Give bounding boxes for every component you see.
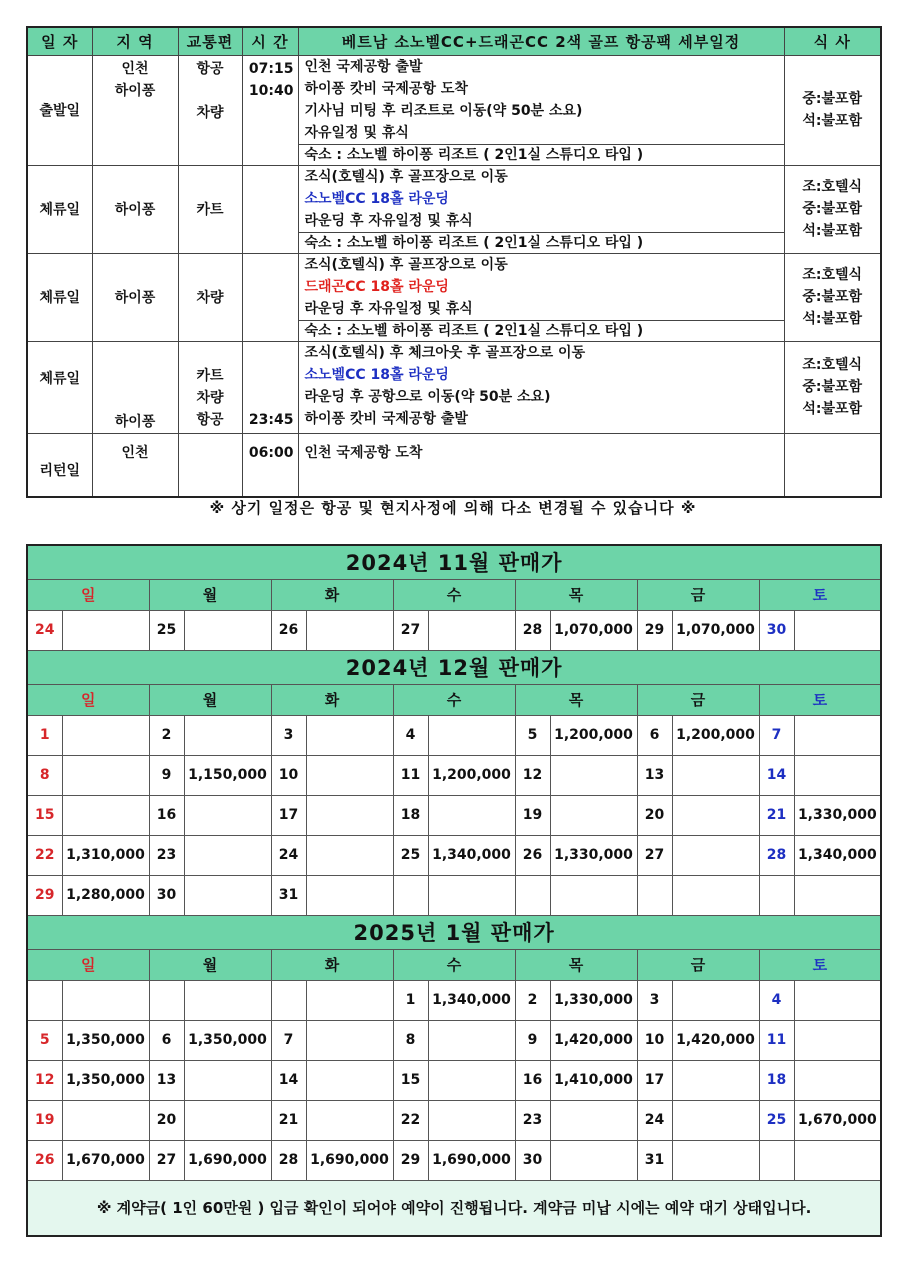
day-price: 1,200,000 — [672, 715, 759, 755]
schedule-cell — [298, 253, 784, 341]
weekday-header-row — [27, 579, 881, 610]
day-number — [637, 875, 672, 915]
day-number: 13 — [149, 1060, 184, 1100]
day-price — [672, 875, 759, 915]
header-transport: 교통편 — [178, 27, 242, 55]
region: 인천 — [92, 433, 178, 497]
day-label: 체류일 — [27, 253, 92, 341]
day-number: 3 — [271, 715, 306, 755]
time: 06:00 — [242, 433, 298, 497]
day-number: 24 — [27, 610, 62, 650]
time-cell — [242, 253, 298, 341]
schedule-line: 조식(호텔식) 후 체크아웃 후 골프장으로 이동 — [304, 344, 586, 361]
meal: 중:불포함 — [802, 201, 863, 217]
week-row — [27, 1060, 881, 1100]
day-price — [794, 610, 881, 650]
day-number: 30 — [149, 875, 184, 915]
day-number — [393, 875, 428, 915]
day-number: 8 — [27, 755, 62, 795]
day-number — [759, 875, 794, 915]
day-price — [672, 795, 759, 835]
day-number: 6 — [149, 1020, 184, 1060]
day-number: 2 — [515, 980, 550, 1020]
day-number: 3 — [637, 980, 672, 1020]
day-price — [184, 835, 271, 875]
time-cell — [242, 165, 298, 253]
day-price — [672, 980, 759, 1020]
day-price: 1,350,000 — [62, 1060, 149, 1100]
day-price — [306, 755, 393, 795]
week-row — [27, 980, 881, 1020]
day-price — [62, 980, 149, 1020]
itinerary-header-row — [27, 27, 881, 55]
weekday-header: 화 — [271, 579, 393, 610]
day-price — [428, 1100, 515, 1140]
transport-cell — [178, 55, 242, 165]
day-price: 1,340,000 — [428, 980, 515, 1020]
day-price — [794, 1060, 881, 1100]
day-label: 출발일 — [27, 55, 92, 165]
day-price: 1,670,000 — [62, 1140, 149, 1180]
month-title: 2025년 1월 판매가 — [27, 915, 881, 949]
weekday-header: 수 — [393, 579, 515, 610]
day-number: 6 — [637, 715, 672, 755]
day-price — [184, 875, 271, 915]
day-number: 11 — [759, 1020, 794, 1060]
itinerary-row-day2 — [27, 165, 881, 253]
meal: 중:불포함 — [802, 91, 863, 107]
meals-cell — [784, 433, 881, 497]
day-price — [62, 795, 149, 835]
day-number: 10 — [271, 755, 306, 795]
day-number: 29 — [27, 875, 62, 915]
meal: 중:불포함 — [802, 379, 863, 395]
day-price — [428, 875, 515, 915]
day-price — [428, 1060, 515, 1100]
time-cell — [242, 55, 298, 165]
day-number: 29 — [393, 1140, 428, 1180]
meal: 석:불포함 — [802, 311, 863, 327]
day-price — [184, 610, 271, 650]
day-number: 27 — [637, 835, 672, 875]
day-number: 29 — [637, 610, 672, 650]
day-number: 23 — [515, 1100, 550, 1140]
day-price: 1,690,000 — [306, 1140, 393, 1180]
day-price — [306, 715, 393, 755]
day-number: 1 — [393, 980, 428, 1020]
schedule-change-notice: ※ 상기 일정은 항공 및 현지사정에 의해 다소 변경될 수 있습니다 ※ — [209, 499, 697, 517]
day-number: 18 — [393, 795, 428, 835]
day-number: 15 — [27, 795, 62, 835]
region: 하이퐁 — [92, 341, 178, 433]
header-region: 지 역 — [92, 27, 178, 55]
day-number: 17 — [271, 795, 306, 835]
day-number: 13 — [637, 755, 672, 795]
month-title: 2024년 12월 판매가 — [27, 650, 881, 684]
week-row — [27, 875, 881, 915]
schedule-line: 하이퐁 캇비 국제공항 도착 — [304, 80, 468, 97]
weekday-header: 수 — [393, 684, 515, 715]
day-number: 2 — [149, 715, 184, 755]
day-price: 1,670,000 — [794, 1100, 881, 1140]
day-price: 1,350,000 — [62, 1020, 149, 1060]
region: 인천 — [121, 60, 149, 77]
day-number: 5 — [27, 1020, 62, 1060]
day-number: 30 — [515, 1140, 550, 1180]
transport: 항공 — [196, 60, 224, 77]
day-number: 7 — [271, 1020, 306, 1060]
week-row — [27, 795, 881, 835]
weekday-header: 금 — [637, 684, 759, 715]
day-price — [184, 715, 271, 755]
weekday-header: 월 — [149, 949, 271, 980]
day-number: 1 — [27, 715, 62, 755]
day-price: 1,330,000 — [550, 835, 637, 875]
day-price: 1,340,000 — [428, 835, 515, 875]
time: 10:40 — [248, 82, 294, 99]
day-price — [428, 610, 515, 650]
day-number: 25 — [759, 1100, 794, 1140]
day-number: 24 — [637, 1100, 672, 1140]
weekday-header: 월 — [149, 579, 271, 610]
day-price — [306, 835, 393, 875]
schedule-line: 하이퐁 캇비 국제공항 출발 — [304, 410, 468, 427]
day-number: 12 — [27, 1060, 62, 1100]
day-number: 18 — [759, 1060, 794, 1100]
day-number: 25 — [149, 610, 184, 650]
weekday-header: 화 — [271, 684, 393, 715]
day-price — [672, 835, 759, 875]
schedule-cell — [298, 341, 784, 433]
day-number — [759, 1140, 794, 1180]
meal: 조:호텔식 — [802, 357, 863, 373]
day-price: 1,690,000 — [184, 1140, 271, 1180]
weekday-header: 토 — [759, 579, 881, 610]
weekday-header-row — [27, 684, 881, 715]
day-price — [184, 795, 271, 835]
header-schedule-title: 베트남 소노벨CC+드래곤CC 2색 골프 항공팩 세부일정 — [298, 27, 784, 55]
day-price — [672, 1060, 759, 1100]
schedule-line: 기사님 미팅 후 리조트로 이동(약 50분 소요) — [304, 102, 583, 119]
transport: 차량 — [196, 104, 224, 121]
itinerary-table — [26, 26, 882, 498]
header-time: 시 간 — [242, 27, 298, 55]
day-price — [550, 795, 637, 835]
day-label: 리턴일 — [27, 433, 92, 497]
day-price: 1,330,000 — [550, 980, 637, 1020]
day-number: 10 — [637, 1020, 672, 1060]
header-meals: 식 사 — [784, 27, 881, 55]
week-row — [27, 755, 881, 795]
weekday-header-row — [27, 949, 881, 980]
region: 하이퐁 — [92, 253, 178, 341]
day-price — [794, 980, 881, 1020]
week-row — [27, 1140, 881, 1180]
day-price — [672, 1100, 759, 1140]
day-number — [271, 980, 306, 1020]
meal: 석:불포함 — [802, 401, 863, 417]
day-number: 16 — [149, 795, 184, 835]
transport-cell — [178, 433, 242, 497]
weekday-header: 금 — [637, 949, 759, 980]
meals-cell — [784, 55, 881, 165]
day-number: 17 — [637, 1060, 672, 1100]
deposit-notice-row — [27, 1180, 881, 1236]
day-price — [306, 610, 393, 650]
day-price — [428, 795, 515, 835]
day-price: 1,350,000 — [184, 1020, 271, 1060]
region: 하이퐁 — [114, 82, 156, 99]
day-price — [794, 715, 881, 755]
day-number — [515, 875, 550, 915]
schedule-cell — [298, 165, 784, 253]
transport: 항공 — [196, 411, 224, 428]
day-price: 1,310,000 — [62, 835, 149, 875]
schedule-line-highlight: 소노벨CC 18홀 라운딩 — [304, 190, 449, 207]
meal: 조:호텔식 — [802, 267, 863, 283]
month-title-row — [27, 915, 881, 949]
day-price — [62, 755, 149, 795]
meals-cell — [784, 253, 881, 341]
schedule-line: 라운딩 후 자유일정 및 휴식 — [304, 300, 473, 317]
schedule-cell — [298, 55, 784, 165]
day-price — [306, 875, 393, 915]
weekday-header: 일 — [27, 684, 149, 715]
region-cell — [92, 55, 178, 165]
day-number — [149, 980, 184, 1020]
week-row — [27, 1100, 881, 1140]
day-number: 4 — [393, 715, 428, 755]
weekday-header: 토 — [759, 949, 881, 980]
schedule-line-highlight: 드래곤CC 18홀 라운딩 — [304, 278, 449, 295]
day-number: 19 — [27, 1100, 62, 1140]
day-price — [794, 875, 881, 915]
week-row — [27, 610, 881, 650]
day-number: 26 — [271, 610, 306, 650]
day-price — [306, 1100, 393, 1140]
schedule-line: 라운딩 후 자유일정 및 휴식 — [304, 212, 473, 229]
day-price — [794, 1140, 881, 1180]
month-title-row — [27, 650, 881, 684]
day-price — [672, 755, 759, 795]
day-number: 26 — [515, 835, 550, 875]
weekday-header: 화 — [271, 949, 393, 980]
day-price — [62, 610, 149, 650]
day-number: 22 — [27, 835, 62, 875]
transport-cell — [178, 341, 242, 433]
hotel-line: 숙소 : 소노벨 하이퐁 리조트 ( 2인1실 스튜디오 타입 ) — [299, 320, 784, 341]
day-number: 30 — [759, 610, 794, 650]
itinerary-row-day3 — [27, 253, 881, 341]
meals-cell — [784, 165, 881, 253]
day-price — [794, 1020, 881, 1060]
day-price — [184, 1060, 271, 1100]
day-number: 27 — [393, 610, 428, 650]
day-number: 23 — [149, 835, 184, 875]
day-number: 8 — [393, 1020, 428, 1060]
meal: 석:불포함 — [802, 223, 863, 239]
day-number: 24 — [271, 835, 306, 875]
day-price — [306, 1020, 393, 1060]
day-number: 4 — [759, 980, 794, 1020]
day-number: 27 — [149, 1140, 184, 1180]
schedule-line: 인천 국제공항 출발 — [304, 58, 423, 75]
day-number: 21 — [759, 795, 794, 835]
transport: 차량 — [196, 389, 224, 406]
day-number: 28 — [271, 1140, 306, 1180]
day-number: 31 — [637, 1140, 672, 1180]
day-label: 체류일 — [27, 341, 92, 433]
header-date: 일 자 — [27, 27, 92, 55]
day-number: 26 — [27, 1140, 62, 1180]
weekday-header: 일 — [27, 579, 149, 610]
day-number: 20 — [149, 1100, 184, 1140]
day-price — [672, 1140, 759, 1180]
day-number: 31 — [271, 875, 306, 915]
day-price — [550, 875, 637, 915]
schedule-line: 조식(호텔식) 후 골프장으로 이동 — [304, 256, 508, 273]
schedule-line: 인천 국제공항 도착 — [304, 444, 423, 461]
day-price: 1,420,000 — [672, 1020, 759, 1060]
day-number: 12 — [515, 755, 550, 795]
day-price — [62, 715, 149, 755]
day-number — [27, 980, 62, 1020]
day-price — [428, 1020, 515, 1060]
day-number: 25 — [393, 835, 428, 875]
day-price: 1,420,000 — [550, 1020, 637, 1060]
day-price: 1,340,000 — [794, 835, 881, 875]
schedule-line: 조식(호텔식) 후 골프장으로 이동 — [304, 168, 508, 185]
meal: 석:불포함 — [802, 113, 863, 129]
time: 07:15 — [248, 60, 294, 77]
day-number: 15 — [393, 1060, 428, 1100]
day-number: 28 — [759, 835, 794, 875]
day-price: 1,070,000 — [672, 610, 759, 650]
weekday-header: 목 — [515, 949, 637, 980]
schedule-line-highlight: 소노벨CC 18홀 라운딩 — [304, 366, 449, 383]
day-price — [794, 755, 881, 795]
itinerary-row-return — [27, 433, 881, 497]
itinerary-row-day4 — [27, 341, 881, 433]
day-price: 1,690,000 — [428, 1140, 515, 1180]
week-row — [27, 715, 881, 755]
day-price: 1,150,000 — [184, 755, 271, 795]
day-price — [550, 1100, 637, 1140]
transport: 차량 — [178, 253, 242, 341]
weekday-header: 수 — [393, 949, 515, 980]
schedule-line: 자유일정 및 휴식 — [304, 124, 409, 141]
hotel-line: 숙소 : 소노벨 하이퐁 리조트 ( 2인1실 스튜디오 타입 ) — [299, 232, 784, 253]
day-price — [306, 795, 393, 835]
itinerary-row-day1 — [27, 55, 881, 165]
day-price — [184, 980, 271, 1020]
day-price — [306, 1060, 393, 1100]
day-price: 1,410,000 — [550, 1060, 637, 1100]
time: 23:45 — [242, 341, 298, 433]
day-price — [306, 980, 393, 1020]
weekday-header: 토 — [759, 684, 881, 715]
day-number: 28 — [515, 610, 550, 650]
hotel-line: 숙소 : 소노벨 하이퐁 리조트 ( 2인1실 스튜디오 타입 ) — [299, 144, 784, 165]
week-row — [27, 1020, 881, 1060]
day-number: 20 — [637, 795, 672, 835]
day-number: 7 — [759, 715, 794, 755]
month-title-row — [27, 545, 881, 579]
weekday-header: 목 — [515, 579, 637, 610]
day-number: 5 — [515, 715, 550, 755]
day-number: 14 — [271, 1060, 306, 1100]
day-price: 1,200,000 — [550, 715, 637, 755]
day-number: 19 — [515, 795, 550, 835]
meals-cell — [784, 341, 881, 433]
day-number: 9 — [149, 755, 184, 795]
day-number: 14 — [759, 755, 794, 795]
day-price: 1,200,000 — [428, 755, 515, 795]
day-price — [550, 755, 637, 795]
transport: 카트 — [178, 165, 242, 253]
day-number: 21 — [271, 1100, 306, 1140]
price-calendar-table — [26, 544, 882, 1237]
month-title: 2024년 11월 판매가 — [27, 545, 881, 579]
day-number: 9 — [515, 1020, 550, 1060]
schedule-line: 라운딩 후 공항으로 이동(약 50분 소요) — [304, 388, 551, 405]
weekday-header: 목 — [515, 684, 637, 715]
day-number: 16 — [515, 1060, 550, 1100]
meal: 중:불포함 — [802, 289, 863, 305]
weekday-header: 금 — [637, 579, 759, 610]
schedule-cell — [298, 433, 784, 497]
transport: 카트 — [196, 367, 224, 384]
day-price: 1,330,000 — [794, 795, 881, 835]
region: 하이퐁 — [92, 165, 178, 253]
day-label: 체류일 — [27, 165, 92, 253]
deposit-notice: ※ 계약금( 1인 60만원 ) 입금 확인이 되어야 예약이 진행됩니다. 계약금 미납 시에는 예약 대기 상태입니다. — [27, 1180, 881, 1236]
weekday-header: 일 — [27, 949, 149, 980]
meal: 조:호텔식 — [802, 179, 863, 195]
week-row — [27, 835, 881, 875]
weekday-header: 월 — [149, 684, 271, 715]
day-number: 22 — [393, 1100, 428, 1140]
day-price — [550, 1140, 637, 1180]
day-price — [428, 715, 515, 755]
day-price: 1,070,000 — [550, 610, 637, 650]
day-price — [62, 1100, 149, 1140]
day-number: 11 — [393, 755, 428, 795]
day-price — [184, 1100, 271, 1140]
day-price: 1,280,000 — [62, 875, 149, 915]
